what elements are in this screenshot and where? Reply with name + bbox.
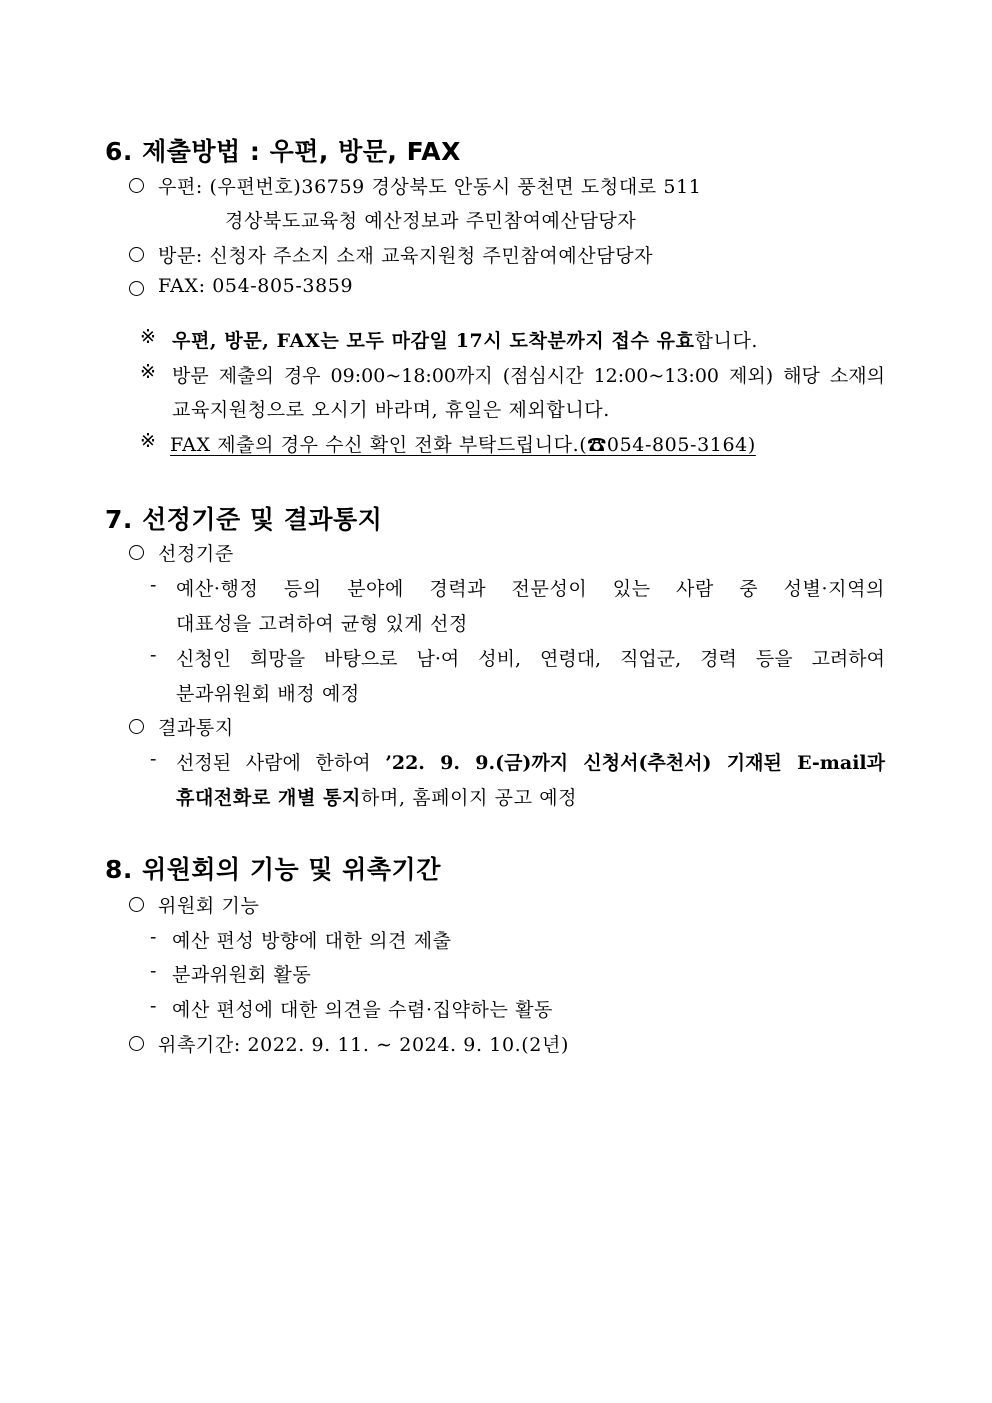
note-deadline-rest: 합니다. xyxy=(694,330,759,352)
note-deadline xyxy=(172,326,758,353)
post-address: 우편: (우편번호)36759 경상북도 안동시 풍천면 도청대로 511 xyxy=(158,176,702,198)
note-visit-line1: 방문 제출의 경우 09:00~18:00까지 (점심시간 12:00~13:00 제외) 해당 소재의 xyxy=(172,365,885,387)
note-visit-line2: 교육지원청으로 오시기 바라며, 휴일은 제외합니다. xyxy=(172,399,610,421)
bullet-circle-icon xyxy=(129,719,144,734)
visit-method: 방문: 신청자 주소지 소재 교육지원청 주민참여예산담당자 xyxy=(158,245,654,267)
dash-icon: - xyxy=(150,960,158,982)
function-item-1: 예산 편성 방향에 대한 의견 제출 xyxy=(172,930,452,952)
bullet-circle-icon xyxy=(129,1036,144,1051)
appointment-term: 위촉기간: 2022. 9. 11. ∼ 2024. 9. 10.(2년) xyxy=(158,1034,569,1056)
bullet-circle-icon xyxy=(129,897,144,912)
result-deadline-bold: ’22. 9. 9.(금)까지 신청서(추천서) 기재된 E-mail과 xyxy=(385,752,885,774)
criteria-label: 선정기준 xyxy=(158,543,234,565)
result-notify-rest: 하며, 홈페이지 공고 예정 xyxy=(361,787,578,809)
contact-phone: 054-805-3164) xyxy=(606,434,756,456)
dash-icon: - xyxy=(150,644,158,666)
fax-number: FAX: 054-805-3859 xyxy=(158,275,354,297)
dash-icon: - xyxy=(150,995,158,1017)
result-plain: 선정된 사람에 한하여 xyxy=(176,752,386,774)
bullet-circle-icon xyxy=(129,545,144,560)
phone-icon: ☎ xyxy=(587,434,607,456)
dash-icon: - xyxy=(150,926,158,948)
result-label: 결과통지 xyxy=(158,717,234,739)
criteria-item-1-line1: 예산·행정 등의 분야에 경력과 전문성이 있는 사람 중 성별·지역의 xyxy=(176,578,885,600)
post-address-recipient: 경상북도교육청 예산정보과 주민참여예산담당자 xyxy=(225,210,637,232)
section-8-heading: 8. 위원회의 기능 및 위촉기간 xyxy=(105,855,441,884)
bullet-circle-icon xyxy=(129,178,144,193)
function-label: 위원회 기능 xyxy=(158,895,260,917)
dash-icon: - xyxy=(150,748,158,770)
criteria-item-1-line2: 대표성을 고려하여 균형 있게 선정 xyxy=(176,613,468,635)
function-item-3: 예산 편성에 대한 의견을 수렴·집약하는 활동 xyxy=(172,999,554,1021)
note-deadline-bold: 우편, 방문, FAX는 모두 마감일 17시 도착분까지 접수 유효 xyxy=(172,330,695,352)
criteria-item-2-line1: 신청인 희망을 바탕으로 남·여 성비, 연령대, 직업군, 경력 등을 고려하여 xyxy=(176,648,885,670)
section-6-heading: 6. 제출방법 : 우편, 방문, FAX xyxy=(105,137,461,166)
result-notify-bold: 휴대전화로 개별 통지 xyxy=(176,787,362,809)
note-fax-text: FAX 제출의 경우 수신 확인 전화 부탁드립니다.( xyxy=(170,434,588,456)
reference-mark-icon: ※ xyxy=(140,430,156,452)
section-7-heading: 7. 선정기준 및 결과통지 xyxy=(105,505,383,534)
function-item-2: 분과위원회 활동 xyxy=(172,964,312,986)
criteria-item-2-line2: 분과위원회 배정 예정 xyxy=(176,683,360,705)
bullet-circle-icon xyxy=(129,281,144,296)
result-item-line1 xyxy=(176,748,885,775)
result-item-line2 xyxy=(176,783,577,810)
reference-mark-icon: ※ xyxy=(140,326,156,348)
bullet-circle-icon xyxy=(129,247,144,262)
note-fax-confirm xyxy=(170,430,829,457)
dash-icon: - xyxy=(150,574,158,596)
reference-mark-icon: ※ xyxy=(140,361,156,383)
